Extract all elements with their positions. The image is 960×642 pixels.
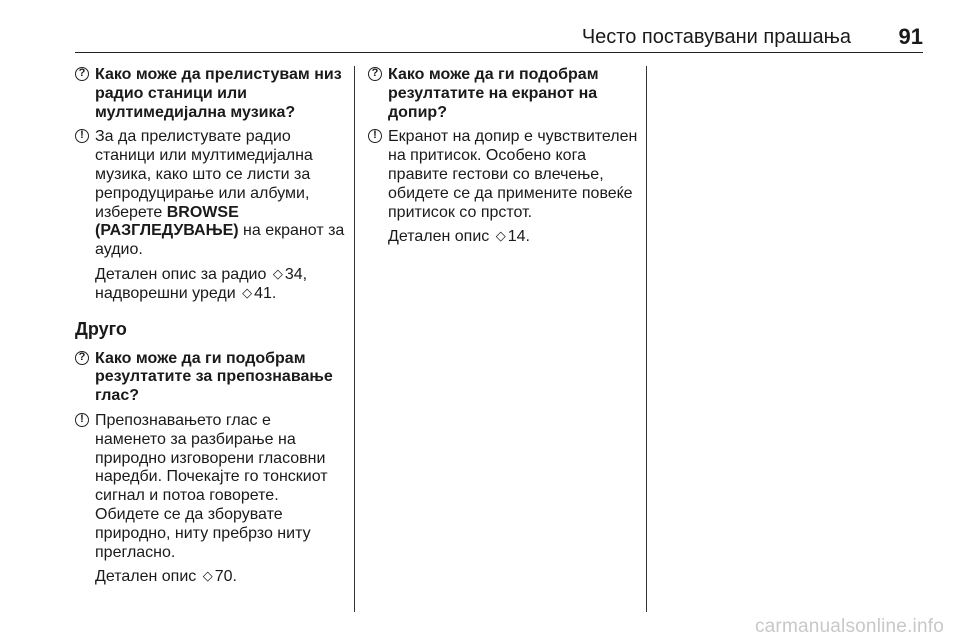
browse-button-label: BROWSE (РАЗГЛЕДУВАЊЕ) — [95, 203, 239, 240]
question-icon: ? — [368, 67, 382, 81]
reference-arrow-icon: ◇ — [495, 228, 506, 244]
page-reference-link[interactable]: 41 — [254, 284, 272, 302]
page-title: Често поставувани прашања — [581, 26, 851, 48]
exclamation-icon: ! — [368, 129, 382, 143]
question-icon: ? — [75, 67, 89, 81]
question-voice-recognition — [75, 350, 345, 406]
answer-touch-screen — [368, 128, 640, 222]
page-reference-link[interactable]: 14 — [507, 228, 526, 246]
page-reference-link[interactable]: 34 — [284, 265, 303, 283]
detail-text-end: . — [232, 568, 237, 586]
answer-text-start: За да прелистувате радио станици или мултимедијална музика, како што се листи за репродуцирање или албуми, изберете — [95, 128, 313, 221]
question-browse-radio — [75, 66, 345, 122]
detail-text: Детален опис за радио — [95, 265, 271, 283]
exclamation-icon: ! — [75, 413, 89, 427]
question-text: Како може да ги подобрам резултатите за препознавање глас? — [95, 349, 333, 405]
detail-reference — [75, 568, 345, 587]
detail-text-mid: , надворешни уреди — [95, 265, 308, 302]
question-touch-screen — [368, 66, 640, 122]
column-divider-right — [646, 66, 647, 612]
answer-text: Екранот на допир е чувствителен на притисок. Особено кога правите гестови со влечење, обидете се да примените повеќе притисок со прстот. — [388, 128, 638, 221]
reference-arrow-icon: ◇ — [242, 284, 253, 300]
detail-text-end: . — [525, 228, 530, 246]
answer-text-end: на екранот за аудио. — [95, 222, 345, 259]
left-column — [75, 66, 345, 601]
question-text: Како може да ги подобрам резултатите на екранот на допир? — [388, 66, 599, 121]
exclamation-icon: ! — [75, 129, 89, 143]
detail-text-end: . — [271, 284, 277, 302]
answer-text: Препознавањето глас е наменето за разбирање на природно изговорени гласовни наредби. Почекајте го тонскиот сигнал и потоа говорете. Обидете се да зборувате природно, ниту пребрзо ниту прегласно. — [95, 411, 328, 561]
detail-text: Детален опис — [95, 568, 201, 586]
question-icon: ? — [75, 351, 89, 365]
right-column — [368, 66, 640, 261]
question-text: Како може да прелистувам низ радио станици или мултимедијална музика? — [95, 66, 342, 121]
detail-text: Детален опис — [388, 228, 494, 246]
detail-reference — [75, 266, 345, 304]
column-divider-left — [354, 66, 355, 612]
watermark: carmanualsonline.info — [754, 616, 944, 637]
page-header — [75, 24, 923, 53]
detail-reference — [368, 228, 640, 247]
reference-arrow-icon: ◇ — [272, 265, 283, 281]
answer-browse-radio — [75, 128, 345, 260]
reference-arrow-icon: ◇ — [202, 568, 213, 584]
page-number: 91 — [898, 24, 923, 49]
page-reference-link[interactable]: 70 — [214, 568, 233, 586]
section-heading-other: Друго — [75, 318, 127, 339]
answer-voice-recognition — [75, 412, 345, 562]
